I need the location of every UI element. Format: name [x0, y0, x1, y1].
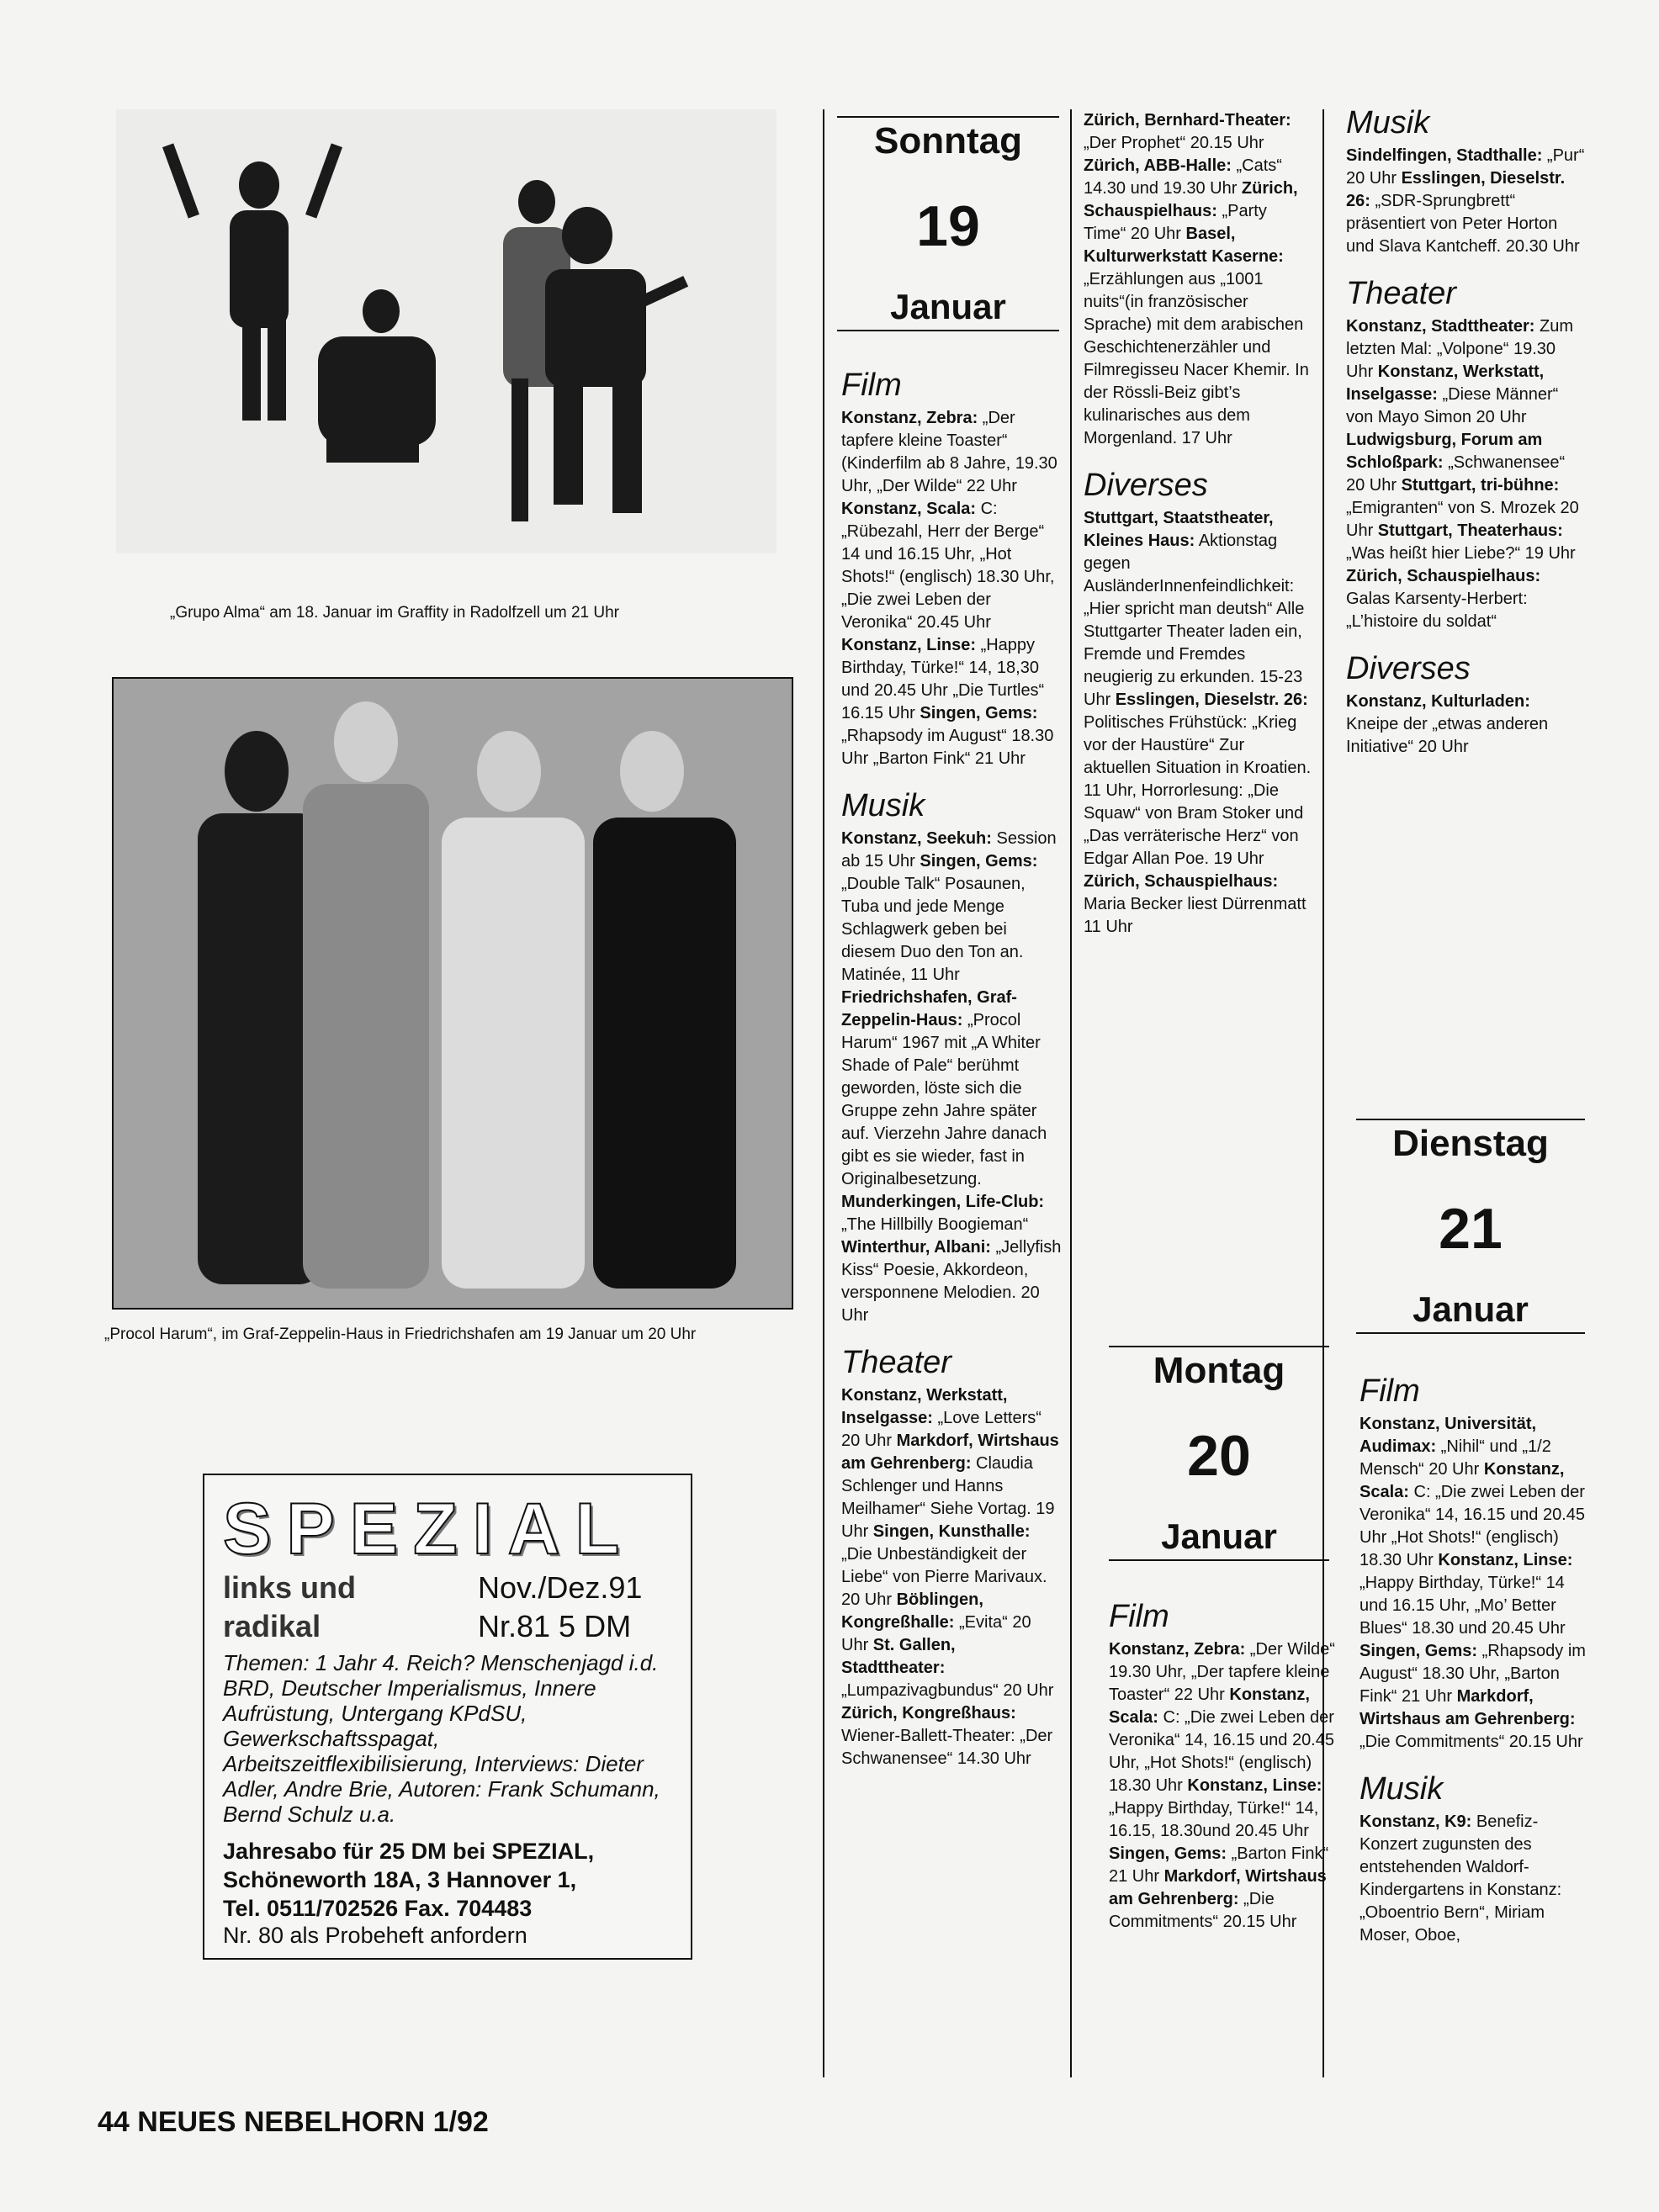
ad-themen: Themen: 1 Jahr 4. Reich? Menschenjagd i.d. BRD, Deutscher Imperialismus, Innere Aufrüstung, Untergang KPdSU, Gewerkschaftsspagat, Arbeitszeitflexibilisierung, Interviews: Dieter Adler, Andre Brie, Autoren: Frank Schumann, Bernd Schulz u.a. [223, 1650, 660, 1827]
column-rule [823, 109, 824, 2077]
section-heading: Theater [841, 1345, 951, 1380]
section-heading: Diverses [1084, 468, 1208, 503]
day-number: 19 [916, 194, 980, 258]
section-heading: Musik [1360, 1771, 1444, 1807]
column-sonntag [841, 367, 1062, 1770]
listing-text: Stuttgart, Staatstheater, Kleines Haus: Aktionstag gegen AusländerInnenfeindlichkeit: „Hier spricht man deutsh“ Alle Stuttgarter Theater laden ein, Fremde und Fremdes neugierig zu erkunden. 15-23 Uhr Esslingen, Dieselstr. 26: Politisches Frühstück: „Krieg vor der Haustüre“ Zur aktuellen Situation in Kroatien. 11 Uhr, Horrorlesung: „Die Squaw“ von Bram Stoker und „Das verräterische Herz“ von Edgar Allan Poe. 19 Uhr Zürich, Schauspielhaus: Maria Becker liest Dürrenmatt 11 Uhr [1084, 509, 1312, 936]
listing-text: Konstanz, Zebra: „Der Wilde“ 19.30 Uhr, „Der tapfere kleine Toaster“ 22 Uhr Konstanz, Scala: C: „Die zwei Leben der Veronika“ 14, 16.15 und 20.45 Uhr, „Hot Shots!“ (englisch) 18.30 Uhr Konstanz, Linse: „Happy Birthday, Türke!“ 14, 16.15, 18.30und 20.45 Uhr Singen, Gems: „Barton Fink“ 21 Uhr Markdorf, Wirtshaus am Gehrenberg: „Die Commitments“ 20.15 Uhr [1109, 1640, 1335, 1931]
photo-caption: „Procol Harum“, im Graf-Zeppelin-Haus in Friedrichshafen am 19 Januar um 20 Uhr [104, 1326, 697, 1343]
day-month: Januar [1413, 1289, 1529, 1329]
ad-line: Nov./Dez.91 [478, 1570, 643, 1605]
section-heading: Diverses [1346, 651, 1471, 686]
page-footer: 44 NEUES NEBELHORN 1/92 [98, 2106, 489, 2138]
listing-text: Konstanz, Zebra: „Der tapfere kleine Toaster“ (Kinderfilm ab 8 Jahre, 19.30 Uhr, „Der Wilde“ 22 Uhr Konstanz, Scala: C: „Rübezahl, Herr der Berge“ 14 und 16.15 Uhr, „Hot Shots!“ (englisch) 18.30 Uhr, „Die zwei Leben der Veronika“ 20.45 Uhr Konstanz, Linse: „Happy Birthday, Türke!“ 14, 18,30 und 20.45 Uhr „Die Turtles“ 16.15 Uhr Singen, Gems: „Rhapsody im August“ 18.30 Uhr „Barton Fink“ 21 Uhr [841, 409, 1057, 768]
section-heading: Musik [1346, 105, 1430, 140]
listing-text: Konstanz, Seekuh: Session ab 15 Uhr Singen, Gems: „Double Talk“ Posaunen, Tuba und jede Menge Schlagwerk geben bei diesem Duo den Ton an. Matinée, 11 Uhr Friedrichshafen, Graf-Zeppelin-Haus: „Procol Harum“ 1967 mit „A Whiter Shade of Pale“ berühmt geworden, löste sich die Gruppe zehn Jahre später auf. Vierzehn Jahre danach gibt es sie wieder, fast in Originalbesetzung. Munderkingen, Life-Club: „The Hillbilly Boogieman“ Winterthur, Albani: „Jellyfish Kiss“ Poesie, Akkordeon, versponnene Melodien. 20 Uhr [841, 829, 1062, 1325]
photo-caption: „Grupo Alma“ am 18. Januar im Graffity in Radolfzell um 21 Uhr [170, 604, 619, 622]
ad-line: Nr.81 5 DM [478, 1609, 632, 1643]
day-name: Montag [1153, 1350, 1285, 1391]
column-sonntag-continued [1084, 109, 1312, 939]
day-header-dienstag [1356, 1119, 1585, 1334]
ad-abo: Jahresabo für 25 DM bei SPEZIAL, [223, 1839, 595, 1864]
column-dienstag [1360, 1373, 1595, 1947]
day-number: 20 [1187, 1424, 1251, 1488]
photo-procol-harum [112, 677, 793, 1310]
day-number: 21 [1439, 1197, 1503, 1261]
ad-line: radikal [223, 1609, 321, 1643]
listing-text: Konstanz, Stadttheater: Zum letzten Mal: „Volpone“ 19.30 Uhr Konstanz, Werkstatt, Inselgasse: „Diese Männer“ von Mayo Simon 20 Uhr Ludwigsburg, Forum am Schloßpark: „Schwanensee“ 20 Uhr Stuttgart, tri-bühne: „Emigranten“ von S. Mrozek 20 Uhr Stuttgart, Theaterhaus: „Was heißt hier Liebe?“ 19 Uhr Zürich, Schauspielhaus: Galas Karsenty-Herbert: „L’histoire du soldat“ [1346, 317, 1579, 631]
listing-text: Konstanz, K9: Benefiz-Konzert zugunsten des entstehenden Waldorf-Kindergartens in Konstanz: „Oboentrio Bern“, Miriam Moser, Oboe, [1360, 1812, 1562, 1945]
column-montag [1109, 1598, 1338, 1934]
ad-line: links und [223, 1570, 357, 1605]
listing-text: Zürich, Bernhard-Theater: „Der Prophet“ 20.15 Uhr Zürich, ABB-Halle: „Cats“ 14.30 und 19.30 Uhr Zürich, Schauspielhaus: „Party Time“ 20 Uhr Basel, Kulturwerkstatt Kaserne: „Erzählungen aus „1001 nuits“(in französischer Sprache) mit dem arabischen Geschichtenerzähler und Filmregisseu Nacer Khemir. In der Rössli-Beiz gibt’s kulinarisches aus dem Morgenland. 17 Uhr [1084, 111, 1309, 447]
day-month: Januar [1161, 1516, 1277, 1556]
ad-probe: Nr. 80 als Probeheft anfordern [223, 1923, 527, 1948]
ad-abo: Schöneworth 18A, 3 Hannover 1, [223, 1867, 577, 1892]
listing-text: Sindelfingen, Stadthalle: „Pur“ 20 Uhr Esslingen, Dieselstr. 26: „SDR-Sprungbrett“ präsentiert von Peter Horton und Slava Kantcheff. 20.30 Uhr [1346, 146, 1585, 256]
day-name: Sonntag [874, 120, 1022, 161]
section-heading: Film [841, 368, 902, 403]
section-heading: Film [1360, 1373, 1420, 1409]
day-name: Dienstag [1392, 1123, 1549, 1164]
section-heading: Musik [841, 788, 925, 823]
section-heading: Theater [1346, 276, 1456, 311]
ad-title: SPEZIAL [223, 1489, 635, 1569]
listing-text: Konstanz, Universität, Audimax: „Nihil“ und „1/2 Mensch“ 20 Uhr Konstanz, Scala: C: „Die zwei Leben der Veronika“ 14, 16.15 und 20.45 Uhr „Hot Shots!“ (englisch) 18.30 Uhr Konstanz, Linse: „Happy Birthday, Türke!“ 14 und 16.15 Uhr, „Mo’ Better Blues“ 18.30 und 20.45 Uhr Singen, Gems: „Rhapsody im August“ 18.30 Uhr, „Barton Fink“ 21 Uhr Markdorf, Wirtshaus am Gehrenberg: „Die Commitments“ 20.15 Uhr [1360, 1415, 1586, 1751]
photo-grupo-alma [116, 109, 776, 553]
day-header-sonntag [837, 116, 1059, 331]
day-month: Januar [890, 287, 1006, 326]
listing-text: Konstanz, Werkstatt, Inselgasse: „Love Letters“ 20 Uhr Markdorf, Wirtshaus am Gehrenberg: Claudia Schlenger und Hanns Meilhamer“ Siehe Vortag. 19 Uhr Singen, Kunsthalle: „Die Unbeständigkeit der Liebe“ von Pierre Marivaux. 20 Uhr Böblingen, Kongreßhalle: „Evita“ 20 Uhr St. Gallen, Stadttheater: „Lumpazivagbundus“ 20 Uhr Zürich, Kongreßhaus: Wiener-Ballett-Theater: „Der Schwanensee“ 14.30 Uhr [841, 1386, 1059, 1768]
listing-text: Konstanz, Kulturladen: Kneipe der „etwas anderen Initiative“ 20 Uhr [1346, 692, 1549, 756]
spezial-advertisement [203, 1474, 692, 1960]
column-montag-continued [1346, 104, 1586, 759]
day-header-montag [1109, 1346, 1329, 1561]
column-rule [1070, 109, 1072, 2077]
ad-abo: Tel. 0511/702526 Fax. 704483 [223, 1896, 533, 1921]
section-heading: Film [1109, 1599, 1169, 1634]
